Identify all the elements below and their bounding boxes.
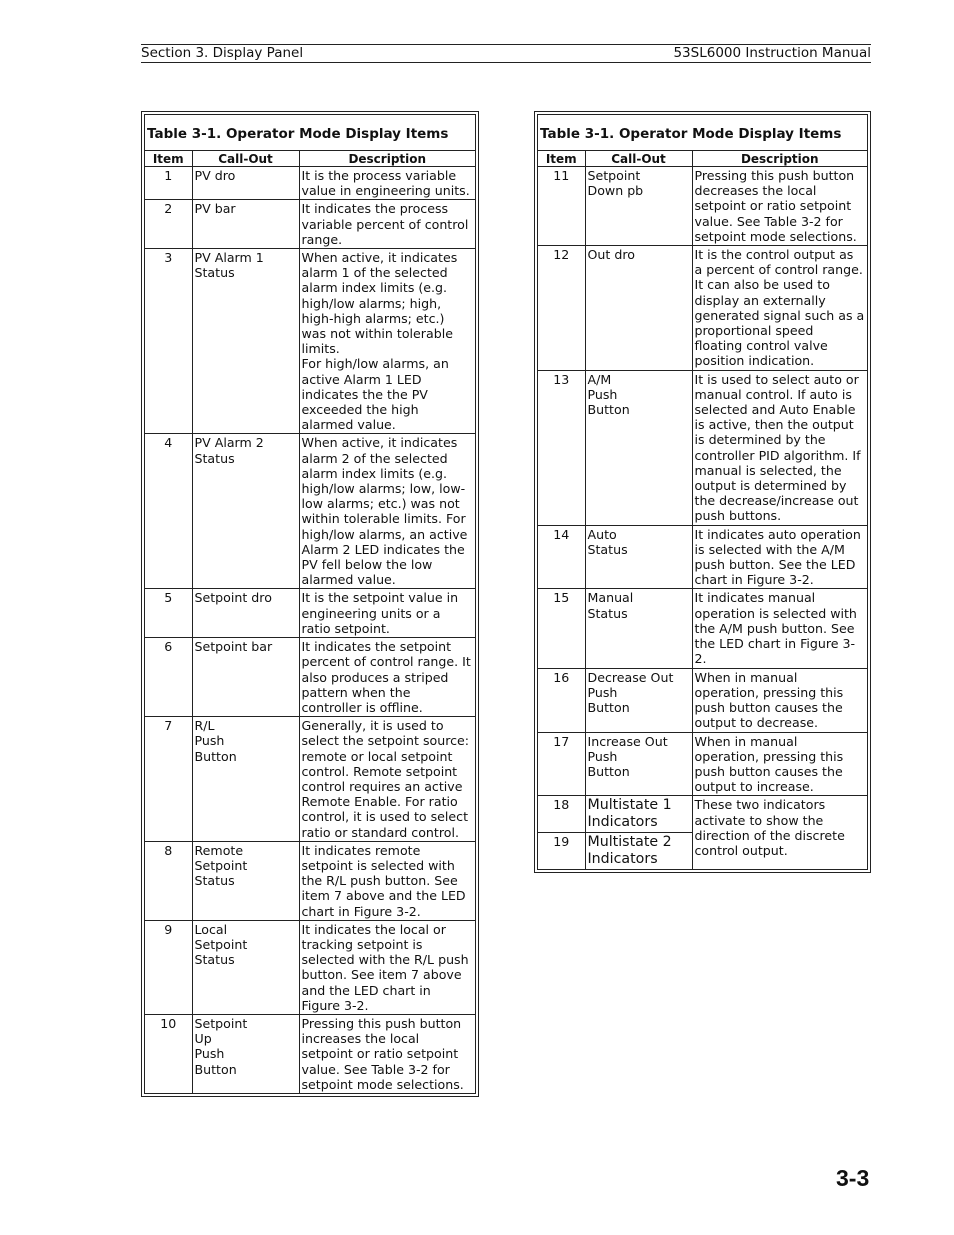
table-row bbox=[538, 796, 867, 833]
item-number: 18 bbox=[538, 796, 585, 833]
column-header-item: Item bbox=[145, 151, 192, 167]
description: When in manual operation, pressing this push button causes the output to increase. bbox=[692, 732, 867, 796]
table-row bbox=[538, 525, 867, 589]
callout: Auto Status bbox=[585, 525, 692, 589]
column-header-item: Item bbox=[538, 151, 585, 167]
callout: Setpoint Down pb bbox=[585, 167, 692, 246]
callout: PV bar bbox=[192, 200, 299, 249]
callout: Local Setpoint Status bbox=[192, 920, 299, 1014]
item-number: 19 bbox=[538, 833, 585, 870]
callout: Setpoint Up Push Button bbox=[192, 1014, 299, 1093]
description: Pressing this push button decreases the local setpoint or ratio setpoint value. See Table 3-2 for setpoint mode selections. bbox=[692, 167, 867, 246]
callout: Setpoint dro bbox=[192, 589, 299, 638]
item-number: 7 bbox=[145, 717, 192, 842]
table-header-row bbox=[538, 151, 867, 167]
description: It is used to select auto or manual control. If auto is selected and Auto Enable is active, then the output is determined by the controller PID algorithm. If manual is selected, the output is determined by the decrease/increase out push buttons. bbox=[692, 370, 867, 525]
table-row bbox=[145, 638, 475, 717]
table-row bbox=[145, 167, 475, 200]
description: It is the control output as a percent of control range. It can also be used to display an externally generated signal such as a proportional speed floating control valve position indication. bbox=[692, 246, 867, 371]
item-number: 13 bbox=[538, 370, 585, 525]
table-row bbox=[145, 589, 475, 638]
item-number: 15 bbox=[538, 589, 585, 668]
callout: A/M Push Button bbox=[585, 370, 692, 525]
description: These two indicators activate to show the direction of the discrete control output. bbox=[692, 796, 867, 870]
column-header-callout: Call-Out bbox=[585, 151, 692, 167]
description: It indicates remote setpoint is selected with the R/L push button. See item 7 above and the LED chart in Figure 3-2. bbox=[299, 841, 475, 920]
table-row bbox=[145, 841, 475, 920]
description: It indicates auto operation is selected with the A/M push button. See the LED chart in Figure 3-2. bbox=[692, 525, 867, 589]
description: When in manual operation, pressing this push button causes the output to decrease. bbox=[692, 668, 867, 732]
column-header-description: Description bbox=[299, 151, 475, 167]
description: It indicates manual operation is selected with the A/M push button. See the LED chart in Figure 3-2. bbox=[692, 589, 867, 668]
description: It indicates the setpoint percent of control range. It also produces a striped pattern when the controller is offline. bbox=[299, 638, 475, 717]
item-number: 8 bbox=[145, 841, 192, 920]
running-header bbox=[141, 44, 871, 63]
callout: PV dro bbox=[192, 167, 299, 200]
operator-mode-table bbox=[538, 151, 867, 869]
item-number: 17 bbox=[538, 732, 585, 796]
table-row bbox=[145, 200, 475, 249]
description: It is the process variable value in engineering units. bbox=[299, 167, 475, 200]
page-number: 3-3 bbox=[836, 1165, 870, 1191]
description: It is the setpoint value in engineering units or a ratio setpoint. bbox=[299, 589, 475, 638]
table-row bbox=[538, 246, 867, 371]
table-row bbox=[538, 668, 867, 732]
item-number: 9 bbox=[145, 920, 192, 1014]
description: It indicates the process variable percent of control range. bbox=[299, 200, 475, 249]
callout: Remote Setpoint Status bbox=[192, 841, 299, 920]
table-row bbox=[538, 167, 867, 246]
item-number: 6 bbox=[145, 638, 192, 717]
item-number: 11 bbox=[553, 168, 570, 183]
item-number: 3 bbox=[145, 249, 192, 434]
table-header-row bbox=[145, 151, 475, 167]
table-left bbox=[141, 111, 479, 1097]
table-right bbox=[534, 111, 871, 873]
operator-mode-table bbox=[145, 151, 475, 1093]
callout: R/L Push Button bbox=[192, 717, 299, 842]
item-number: 14 bbox=[538, 525, 585, 589]
description: When active, it indicates alarm 2 of the selected alarm index limits (e.g. high/low alarms; low, low-low alarms; etc.) was not within tolerable limits. For high/low alarms, an active Alarm 2 LED indicates the PV fell below the low alarmed value. bbox=[299, 434, 475, 589]
table-row bbox=[145, 434, 475, 589]
callout: PV Alarm 2 Status bbox=[192, 434, 299, 589]
column-header-callout: Call-Out bbox=[192, 151, 299, 167]
table-row bbox=[145, 1014, 475, 1093]
table-row bbox=[538, 732, 867, 796]
description: When active, it indicates alarm 1 of the selected alarm index limits (e.g. high/low alarms; high, high-high alarms; etc.) was not within tolerable limits. For high/low alarms, an active Alarm 1 LED indicates the the PV exceeded the high alarmed value. bbox=[299, 249, 475, 434]
description: It indicates the local or tracking setpoint is selected with the R/L push button. See item 7 above and the LED chart in Figure 3-2. bbox=[299, 920, 475, 1014]
table-row bbox=[145, 920, 475, 1014]
callout: Manual Status bbox=[585, 589, 692, 668]
table-caption: Table 3-1. Operator Mode Display Items bbox=[538, 115, 867, 151]
item-number: 12 bbox=[538, 246, 585, 371]
callout: PV Alarm 1 Status bbox=[192, 249, 299, 434]
description: Pressing this push button increases the local setpoint or ratio setpoint value. See Table 3-2 for setpoint mode selections. bbox=[299, 1014, 475, 1093]
item-number: 2 bbox=[145, 200, 192, 249]
item-number: 16 bbox=[538, 668, 585, 732]
callout: Decrease Out Push Button bbox=[585, 668, 692, 732]
manual-title: 53SL6000 Instruction Manual bbox=[673, 45, 871, 61]
table-row bbox=[538, 370, 867, 525]
callout: Multistate 2 Indicators bbox=[585, 833, 692, 870]
item-number: 4 bbox=[145, 434, 192, 589]
callout: Increase Out Push Button bbox=[585, 732, 692, 796]
callout: Multistate 1 Indicators bbox=[585, 796, 692, 833]
table-row bbox=[145, 717, 475, 842]
table-row bbox=[145, 249, 475, 434]
item-number: 10 bbox=[145, 1014, 192, 1093]
callout: Out dro bbox=[585, 246, 692, 371]
column-header-description: Description bbox=[692, 151, 867, 167]
callout: Setpoint bar bbox=[192, 638, 299, 717]
table-row bbox=[538, 589, 867, 668]
item-number: 1 bbox=[164, 168, 173, 183]
section-title: Section 3. Display Panel bbox=[141, 45, 304, 61]
item-number: 5 bbox=[145, 589, 192, 638]
description: Generally, it is used to select the setpoint source: remote or local setpoint control. Remote setpoint control requires an active Remote Enable. For ratio control, it is used to select ratio or standard control. bbox=[299, 717, 475, 842]
table-caption: Table 3-1. Operator Mode Display Items bbox=[145, 115, 475, 151]
